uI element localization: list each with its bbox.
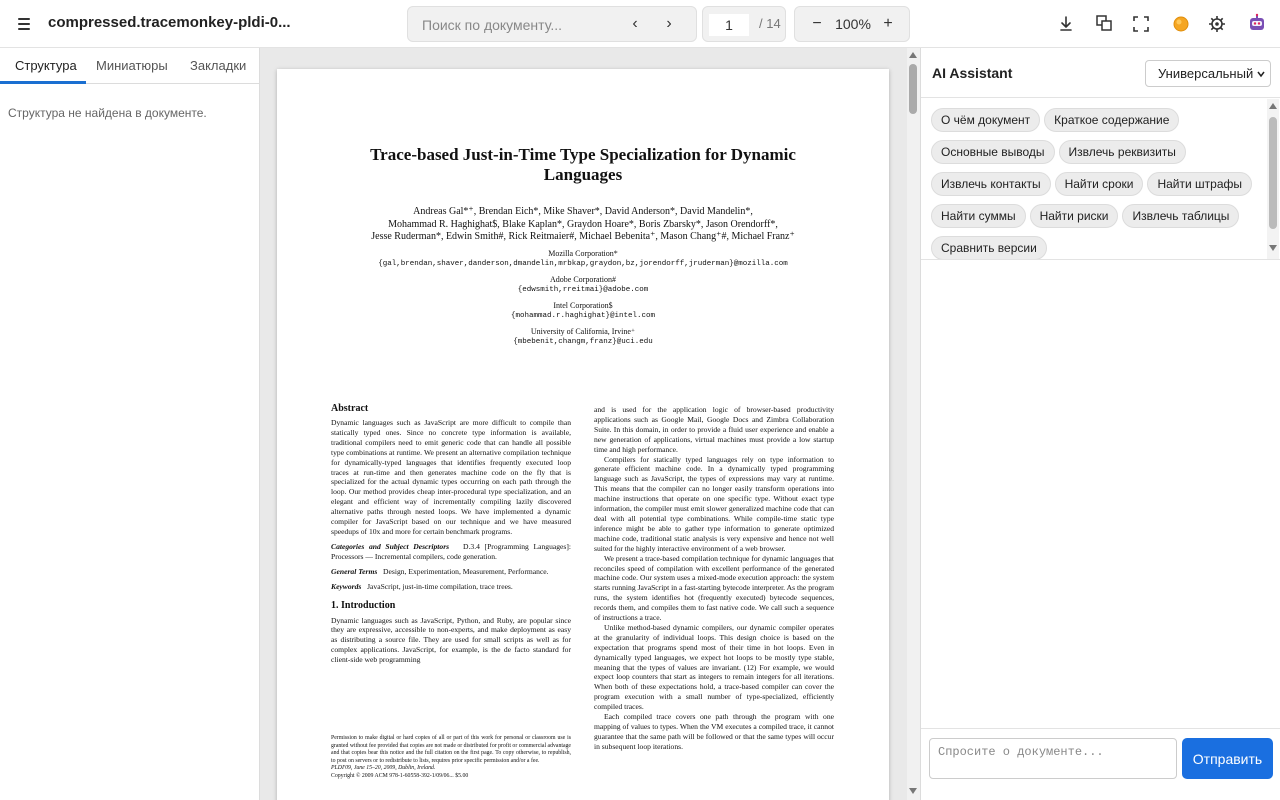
conference-text: PLDI'09, June 15–20, 2009, Dublin, Ireland. [331, 765, 436, 772]
document-title: compressed.tracemonkey-pldi-0... [48, 14, 291, 31]
scroll-thumb[interactable] [1269, 117, 1277, 229]
abstract-heading: Abstract [331, 403, 369, 414]
abstract-text: Dynamic languages such as JavaScript are more difficult to compile than statically typed ones. Since no concrete type information is available, traditional compilers need to emit generic code that can handle all possible type combinations at runtime. We present an alternative compilation technique for dynamically-typed languages that identifies frequently executed loop traces at run-time and then generates machine code on the fly that is specialized for the actual dynamic types occurring on each path through the loop. Our method provides cheap inter-procedural type specialization, and an elegant and efficient way of incrementally compiling lazily discovered alternative paths through nested loops. We have implemented a dynamic compiler for JavaScript based on our technique and we have measured speedups of 10x and more for certain benchmark programs. [331, 418, 571, 536]
sidebar [0, 48, 260, 800]
paragraph: We present a trace-based compilation technique for dynamic languages that reconciles speed of compilation with excellent performance of the generated machine code. Our system uses a mixed-mode execution approach: the system starts running JavaScript in a fast-starting bytecode interpreter. As the program runs, the system identifies hot (frequently executed) bytecode sequences, records them, and compiles them to fast native code. We call such a sequence of instructions a trace. [594, 553, 834, 623]
keywords-label: Keywords [331, 581, 362, 591]
authors-line: Jesse Ruderman*, Edwin Smith#, Rick Reitmaier#, Michael Bebenita⁺, Mason Chang⁺#, Michael Franz⁺ [371, 231, 795, 242]
chip-key-findings[interactable]: Основные выводы [931, 140, 1055, 164]
prev-result-button[interactable]: ‹ [632, 15, 638, 32]
chip-find-penalties[interactable]: Найти штрафы [1147, 172, 1252, 196]
permission-notice [331, 735, 571, 781]
fullscreen-icon[interactable] [1131, 14, 1151, 34]
robot-avatar-icon[interactable] [1247, 13, 1267, 33]
theme-icon[interactable] [1171, 14, 1191, 34]
sidebar-tabs [0, 48, 259, 84]
authors-line: Mohammad R. Haghighat$, Blake Kaplan*, Graydon Hoare*, Boris Zbarsky*, Jason Orendorff*, [388, 218, 778, 230]
tab-bookmarks[interactable]: Закладки [190, 58, 247, 73]
send-button[interactable]: Отправить [1182, 738, 1273, 779]
affiliation-name: University of California, Irvine⁺ [530, 327, 636, 336]
chevron-down-icon [1257, 70, 1265, 78]
general-terms-text: Design, Experimentation, Measurement, Performance. [383, 566, 549, 576]
ai-panel-title: AI Assistant [932, 65, 1013, 81]
document-viewer[interactable] [260, 48, 907, 800]
permission-text: Permission to make digital or hard copies of all or part of this work for personal or classroom use is granted without fee provided that copies are not made or distributed for profit or commercial advantage and that copies bear this notice and the full citation on the first page. To copy otherwise, to republish, to post on servers or to redistribute to lists, requires prior specific permission and/or a fee. [331, 735, 572, 764]
ai-panel-header [921, 48, 1280, 98]
chip-find-risks[interactable]: Найти риски [1030, 204, 1119, 228]
affiliation-email: {edwsmith,rreitmai}@adobe.com [517, 286, 649, 294]
pdf-page [277, 69, 889, 800]
menu-icon[interactable] [12, 12, 36, 36]
chat-input[interactable] [929, 738, 1177, 779]
chip-extract-details[interactable]: Извлечь реквизиты [1059, 140, 1186, 164]
paper-title: Trace-based Just-in-Time Type Specialization for Dynamic Languages [370, 145, 796, 184]
chip-extract-contacts[interactable]: Извлечь контакты [931, 172, 1051, 196]
quick-actions [921, 99, 1267, 259]
paragraph: Unlike method-based dynamic compilers, our dynamic compiler operates at the granularity of individual loops. This design choice is based on the expectation that programs spend most of their time in hot loops. Even in dynamically typed languages, we expect hot loops to be mostly type stable, meaning that the types of values are invariant. (12) For example, we would expect loop counters that start as integers to remain integers for all iterations. When both of these expectations hold, a trace-based compiler can cover the program execution with a small number of type-specialized, efficiently compiled traces. [594, 622, 834, 712]
scroll-down-arrow-icon[interactable] [1269, 245, 1277, 251]
page-total: / 14 [759, 16, 781, 31]
next-result-button[interactable]: › [666, 15, 672, 32]
affiliation [317, 301, 849, 321]
search-input[interactable] [422, 15, 612, 35]
chip-summary[interactable]: Краткое содержание [1044, 108, 1179, 132]
chip-find-amounts[interactable]: Найти суммы [931, 204, 1026, 228]
tab-thumbnails[interactable]: Миниатюры [96, 58, 168, 73]
categories-block [331, 542, 571, 562]
affiliation-name: Adobe Corporation# [550, 275, 616, 284]
tab-structure[interactable]: Структура [15, 58, 77, 73]
page-navigator [702, 6, 786, 42]
ai-assistant-panel [920, 48, 1280, 800]
divider [921, 259, 1280, 260]
paper-authors [317, 206, 849, 244]
scroll-up-arrow-icon[interactable] [1269, 103, 1277, 109]
paragraph: and is used for the application logic of browser-based productivity applications such as Google Mail, Google Docs and Zimbra Collaboration Suite. In this domain, in order to provide a fluid user experience and enable a new generation of applications, virtual machines must provide a low startup time and high performance. [594, 405, 834, 454]
keywords-block [331, 582, 571, 592]
categories-text: D.3.4 [Programming Languages]: Processors — Incremental compilers, code generation. [331, 541, 571, 561]
scroll-thumb[interactable] [909, 64, 917, 114]
chips-scrollbar[interactable] [1267, 99, 1279, 259]
scroll-up-arrow-icon[interactable] [909, 52, 917, 58]
paragraph: Compilers for statically typed languages rely on type information to generate efficient machine code. In a dynamically typed programming language such as JavaScript, the types of expressions may vary at runtime. This means that the compiler can no longer easily transform operations into machine instructions that operate on one specific type. Without exact type information, the compiler must emit slower generalized machine code that can deal with all potential type combinations. While compile-time static type inference might be able to gather type information to generate optimized machine code, traditional static analysis is very expensive and hence not well suited for the highly interactive environment of a web browser. [594, 454, 834, 553]
zoom-out-button[interactable]: − [812, 15, 822, 32]
authors-line: Andreas Gal*⁺, Brendan Eich*, Mike Shaver*, David Anderson*, David Mandelin*, [413, 206, 753, 217]
mode-select-value: Универсальный [1158, 66, 1254, 81]
chip-about-document[interactable]: О чём документ [931, 108, 1040, 132]
active-tab-indicator [0, 81, 86, 84]
intro-heading: 1. Introduction [331, 599, 396, 611]
chip-extract-tables[interactable]: Извлечь таблицы [1122, 204, 1239, 228]
intro-text: Dynamic languages such as JavaScript, Python, and Ruby, are popular since they are expressive, accessible to non-experts, and make deployment as easy as distributing a source file. They are used for small scripts as well as for complex applications. JavaScript, for example, is the de facto standard for client-side web programming [331, 615, 571, 665]
compare-icon[interactable] [1094, 13, 1114, 33]
zoom-control [794, 6, 910, 42]
right-column [594, 405, 834, 752]
chip-find-deadlines[interactable]: Найти сроки [1055, 172, 1144, 196]
mode-select[interactable] [1145, 60, 1271, 87]
affiliation-email: {mohammad.r.haghighat}@intel.com [510, 312, 656, 320]
affiliation [317, 249, 849, 269]
search-box [407, 6, 697, 42]
copyright-text: Copyright © 2009 ACM 978-1-60558-392-1/09/06... $5.00 [331, 772, 469, 779]
affiliation [317, 327, 849, 347]
affiliation [317, 275, 849, 295]
chip-compare-versions[interactable]: Сравнить версии [931, 236, 1047, 259]
settings-icon[interactable] [1207, 14, 1227, 34]
affiliation-email: {mbebenit,changm,franz}@uci.edu [513, 338, 653, 346]
download-icon[interactable] [1056, 14, 1076, 34]
affiliation-name: Intel Corporation$ [553, 301, 613, 310]
affiliation-email: {gal,brendan,shaver,danderson,dmandelin,mrbkap,graydon,bz,jorendorff,jruderman}@mozilla.com [378, 260, 788, 268]
affiliation-name: Mozilla Corporation* [548, 249, 618, 258]
chat-input-area [921, 728, 1280, 800]
paragraph: Each compiled trace covers one path through the program with one mapping of values to types. When the VM executes a compiled trace, it cannot guarantee that the same path will be followed or that the same types will occur in subsequent loop iterations. [594, 712, 834, 751]
page-number-input[interactable] [709, 14, 749, 36]
general-terms-label: General Terms [331, 566, 378, 576]
zoom-level: 100% [835, 16, 871, 32]
top-toolbar [0, 0, 1280, 48]
general-terms-block [331, 567, 571, 577]
zoom-in-button[interactable]: + [883, 15, 893, 32]
keywords-text: JavaScript, just-in-time compilation, trace trees. [367, 581, 513, 591]
left-column [331, 403, 571, 670]
outline-empty-message: Структура не найдена в документе. [8, 106, 207, 120]
categories-label: Categories and Subject Descriptors [331, 541, 450, 551]
viewer-scrollbar[interactable] [907, 48, 920, 800]
scroll-down-arrow-icon[interactable] [909, 788, 917, 794]
